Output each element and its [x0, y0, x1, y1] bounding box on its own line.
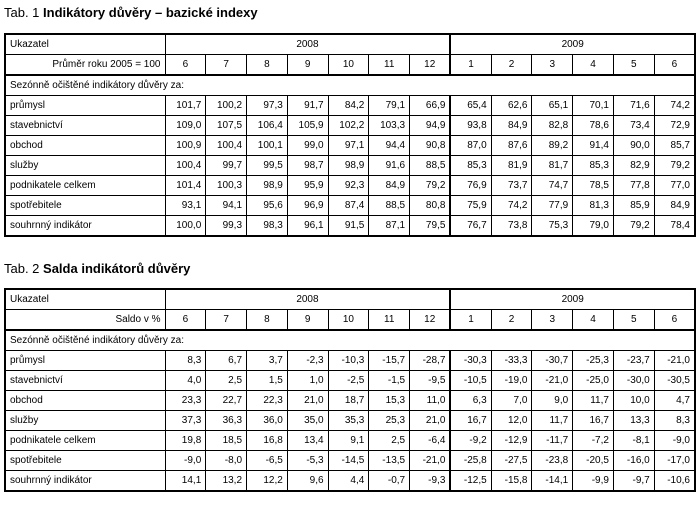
cell-value: -28,7 — [410, 351, 451, 371]
header-label: Ukazatel — [5, 289, 165, 310]
table-row — [5, 196, 695, 216]
cell-value: 74,7 — [532, 176, 573, 196]
cell-value: 87,4 — [328, 196, 369, 216]
cell-value: -10,6 — [654, 471, 695, 492]
cell-value: 100,4 — [165, 156, 206, 176]
row-label: stavebnictví — [5, 116, 165, 136]
cell-value: 90,8 — [410, 136, 451, 156]
table-row — [5, 471, 695, 492]
month-header: 7 — [206, 55, 247, 76]
month-header: 9 — [287, 310, 328, 331]
cell-value: 100,4 — [206, 136, 247, 156]
cell-value: 91,4 — [573, 136, 614, 156]
cell-value: 78,4 — [654, 216, 695, 237]
cell-value: 101,4 — [165, 176, 206, 196]
cell-value: 85,3 — [450, 156, 491, 176]
cell-value: 13,4 — [287, 431, 328, 451]
section-row — [5, 75, 695, 96]
cell-value: 4,0 — [165, 371, 206, 391]
cell-value: 4,4 — [328, 471, 369, 492]
cell-value: 84,9 — [491, 116, 532, 136]
month-row — [5, 55, 695, 76]
cell-value: 81,9 — [491, 156, 532, 176]
cell-value: 8,3 — [654, 411, 695, 431]
cell-value: 105,9 — [287, 116, 328, 136]
cell-value: 73,8 — [491, 216, 532, 237]
cell-value: 19,8 — [165, 431, 206, 451]
cell-value: 95,9 — [287, 176, 328, 196]
cell-value: 85,3 — [573, 156, 614, 176]
cell-value: 76,7 — [450, 216, 491, 237]
cell-value: 65,1 — [532, 96, 573, 116]
month-header: 3 — [532, 55, 573, 76]
cell-value: -2,3 — [287, 351, 328, 371]
cell-value: -6,4 — [410, 431, 451, 451]
cell-value: 100,3 — [206, 176, 247, 196]
cell-value: -21,0 — [410, 451, 451, 471]
cell-value: 100,1 — [247, 136, 288, 156]
month-header: 2 — [491, 310, 532, 331]
cell-value: 79,0 — [573, 216, 614, 237]
table-row — [5, 451, 695, 471]
month-header: 1 — [450, 310, 491, 331]
header-row — [5, 34, 695, 55]
month-header: 6 — [654, 55, 695, 76]
table-row — [5, 351, 695, 371]
cell-value: 91,7 — [287, 96, 328, 116]
cell-value: 9,6 — [287, 471, 328, 492]
row-label: služby — [5, 156, 165, 176]
row-label: souhrnný indikátor — [5, 216, 165, 237]
cell-value: 99,7 — [206, 156, 247, 176]
cell-value: 13,2 — [206, 471, 247, 492]
row-label: průmysl — [5, 351, 165, 371]
cell-value: 72,9 — [654, 116, 695, 136]
cell-value: -30,3 — [450, 351, 491, 371]
month-header: 6 — [165, 310, 206, 331]
cell-value: 99,3 — [206, 216, 247, 237]
cell-value: 25,3 — [369, 411, 410, 431]
table-row — [5, 116, 695, 136]
cell-value: 78,6 — [573, 116, 614, 136]
cell-value: 65,4 — [450, 96, 491, 116]
cell-value: 1,0 — [287, 371, 328, 391]
cell-value: 81,7 — [532, 156, 573, 176]
cell-value: -20,5 — [573, 451, 614, 471]
cell-value: 35,0 — [287, 411, 328, 431]
cell-value: 18,5 — [206, 431, 247, 451]
cell-value: -30,7 — [532, 351, 573, 371]
section-label: Sezónně očištěné indikátory důvěry za: — [5, 330, 695, 351]
cell-value: 97,3 — [247, 96, 288, 116]
cell-value: 97,1 — [328, 136, 369, 156]
cell-value: -9,2 — [450, 431, 491, 451]
cell-value: -15,7 — [369, 351, 410, 371]
cell-value: 23,3 — [165, 391, 206, 411]
cell-value: 82,8 — [532, 116, 573, 136]
cell-value: 98,9 — [328, 156, 369, 176]
cell-value: 107,5 — [206, 116, 247, 136]
month-header: 11 — [369, 55, 410, 76]
cell-value: 4,7 — [654, 391, 695, 411]
cell-value: 9,0 — [532, 391, 573, 411]
month-header: 2 — [491, 55, 532, 76]
cell-value: -17,0 — [654, 451, 695, 471]
cell-value: 96,9 — [287, 196, 328, 216]
cell-value: 10,0 — [613, 391, 654, 411]
cell-value: 3,7 — [247, 351, 288, 371]
month-header: 4 — [573, 55, 614, 76]
cell-value: 103,3 — [369, 116, 410, 136]
cell-value: -15,8 — [491, 471, 532, 492]
cell-value: 66,9 — [410, 96, 451, 116]
table2 — [4, 288, 696, 492]
cell-value: 11,0 — [410, 391, 451, 411]
cell-value: 78,5 — [573, 176, 614, 196]
cell-value: 79,5 — [410, 216, 451, 237]
cell-value: 82,9 — [613, 156, 654, 176]
sub-label: Průměr roku 2005 = 100 — [5, 55, 165, 76]
cell-value: -10,3 — [328, 351, 369, 371]
row-label: podnikatele celkem — [5, 431, 165, 451]
cell-value: -21,0 — [654, 351, 695, 371]
cell-value: -19,0 — [491, 371, 532, 391]
row-label: stavebnictví — [5, 371, 165, 391]
cell-value: 21,0 — [410, 411, 451, 431]
cell-value: 89,2 — [532, 136, 573, 156]
cell-value: 36,0 — [247, 411, 288, 431]
year-header: 2009 — [450, 34, 695, 55]
cell-value: 15,3 — [369, 391, 410, 411]
cell-value: 79,2 — [613, 216, 654, 237]
row-label: spotřebitele — [5, 451, 165, 471]
cell-value: 22,3 — [247, 391, 288, 411]
cell-value: 90,0 — [613, 136, 654, 156]
cell-value: 79,2 — [654, 156, 695, 176]
table-row — [5, 391, 695, 411]
year-header: 2008 — [165, 289, 450, 310]
cell-value: 99,5 — [247, 156, 288, 176]
month-header: 6 — [165, 55, 206, 76]
cell-value: 94,4 — [369, 136, 410, 156]
cell-value: 37,3 — [165, 411, 206, 431]
cell-value: 75,9 — [450, 196, 491, 216]
cell-value: 85,9 — [613, 196, 654, 216]
table1-title: Tab. 1 Indikátory důvěry – bazické indexy — [4, 5, 258, 20]
table-row — [5, 136, 695, 156]
cell-value: 7,0 — [491, 391, 532, 411]
cell-value: 16,7 — [573, 411, 614, 431]
cell-value: 87,6 — [491, 136, 532, 156]
month-header: 5 — [613, 55, 654, 76]
cell-value: -27,5 — [491, 451, 532, 471]
cell-value: 100,9 — [165, 136, 206, 156]
cell-value: 99,0 — [287, 136, 328, 156]
cell-value: 35,3 — [328, 411, 369, 431]
cell-value: 18,7 — [328, 391, 369, 411]
cell-value: -7,2 — [573, 431, 614, 451]
cell-value: 62,6 — [491, 96, 532, 116]
header-label: Ukazatel — [5, 34, 165, 55]
month-header: 8 — [247, 55, 288, 76]
cell-value: 16,8 — [247, 431, 288, 451]
cell-value: 81,3 — [573, 196, 614, 216]
cell-value: 91,5 — [328, 216, 369, 237]
cell-value: 1,5 — [247, 371, 288, 391]
cell-value: 80,8 — [410, 196, 451, 216]
section-label: Sezónně očištěné indikátory důvěry za: — [5, 75, 695, 96]
cell-value: 8,3 — [165, 351, 206, 371]
cell-value: -9,9 — [573, 471, 614, 492]
cell-value: -9,0 — [165, 451, 206, 471]
table-row — [5, 216, 695, 237]
cell-value: -25,8 — [450, 451, 491, 471]
cell-value: -10,5 — [450, 371, 491, 391]
cell-value: 84,2 — [328, 96, 369, 116]
cell-value: 73,7 — [491, 176, 532, 196]
cell-value: -25,0 — [573, 371, 614, 391]
month-header: 1 — [450, 55, 491, 76]
cell-value: 9,1 — [328, 431, 369, 451]
cell-value: -30,0 — [613, 371, 654, 391]
cell-value: -16,0 — [613, 451, 654, 471]
table-row — [5, 176, 695, 196]
year-header: 2008 — [165, 34, 450, 55]
cell-value: -8,1 — [613, 431, 654, 451]
cell-value: -23,8 — [532, 451, 573, 471]
cell-value: 109,0 — [165, 116, 206, 136]
cell-value: 95,6 — [247, 196, 288, 216]
cell-value: -9,5 — [410, 371, 451, 391]
month-header: 3 — [532, 310, 573, 331]
cell-value: -8,0 — [206, 451, 247, 471]
cell-value: -21,0 — [532, 371, 573, 391]
cell-value: 100,0 — [165, 216, 206, 237]
cell-value: 70,1 — [573, 96, 614, 116]
cell-value: 74,2 — [491, 196, 532, 216]
month-header: 8 — [247, 310, 288, 331]
cell-value: 84,9 — [654, 196, 695, 216]
cell-value: 71,6 — [613, 96, 654, 116]
cell-value: -1,5 — [369, 371, 410, 391]
cell-value: 92,3 — [328, 176, 369, 196]
cell-value: 96,1 — [287, 216, 328, 237]
table-row — [5, 431, 695, 451]
cell-value: 12,0 — [491, 411, 532, 431]
month-header: 4 — [573, 310, 614, 331]
month-header: 5 — [613, 310, 654, 331]
cell-value: -14,1 — [532, 471, 573, 492]
year-header: 2009 — [450, 289, 695, 310]
cell-value: 93,8 — [450, 116, 491, 136]
row-label: obchod — [5, 391, 165, 411]
section-row — [5, 330, 695, 351]
table-row — [5, 371, 695, 391]
cell-value: 79,2 — [410, 176, 451, 196]
row-label: služby — [5, 411, 165, 431]
cell-value: 77,9 — [532, 196, 573, 216]
cell-value: 87,1 — [369, 216, 410, 237]
month-header: 7 — [206, 310, 247, 331]
cell-value: 16,7 — [450, 411, 491, 431]
cell-value: 74,2 — [654, 96, 695, 116]
row-label: podnikatele celkem — [5, 176, 165, 196]
cell-value: -2,5 — [328, 371, 369, 391]
cell-value: 91,6 — [369, 156, 410, 176]
month-header: 12 — [410, 55, 451, 76]
cell-value: -13,5 — [369, 451, 410, 471]
cell-value: -9,7 — [613, 471, 654, 492]
cell-value: 106,4 — [247, 116, 288, 136]
cell-value: -12,9 — [491, 431, 532, 451]
header-row — [5, 289, 695, 310]
month-header: 11 — [369, 310, 410, 331]
cell-value: -33,3 — [491, 351, 532, 371]
cell-value: -0,7 — [369, 471, 410, 492]
cell-value: 100,2 — [206, 96, 247, 116]
cell-value: 77,8 — [613, 176, 654, 196]
cell-value: 94,1 — [206, 196, 247, 216]
cell-value: 98,7 — [287, 156, 328, 176]
cell-value: 84,9 — [369, 176, 410, 196]
cell-value: 98,3 — [247, 216, 288, 237]
cell-value: 11,7 — [532, 411, 573, 431]
row-label: průmysl — [5, 96, 165, 116]
table2-title: Tab. 2 Salda indikátorů důvěry — [4, 261, 191, 276]
cell-value: 11,7 — [573, 391, 614, 411]
cell-value: 101,7 — [165, 96, 206, 116]
cell-value: -9,0 — [654, 431, 695, 451]
cell-value: 87,0 — [450, 136, 491, 156]
cell-value: 22,7 — [206, 391, 247, 411]
table1 — [4, 33, 696, 237]
month-header: 12 — [410, 310, 451, 331]
sub-label: Saldo v % — [5, 310, 165, 331]
cell-value: 21,0 — [287, 391, 328, 411]
row-label: spotřebitele — [5, 196, 165, 216]
cell-value: 93,1 — [165, 196, 206, 216]
cell-value: 12,2 — [247, 471, 288, 492]
cell-value: -9,3 — [410, 471, 451, 492]
cell-value: -11,7 — [532, 431, 573, 451]
table-row — [5, 156, 695, 176]
cell-value: 13,3 — [613, 411, 654, 431]
cell-value: 6,3 — [450, 391, 491, 411]
cell-value: -30,5 — [654, 371, 695, 391]
row-label: souhrnný indikátor — [5, 471, 165, 492]
month-row — [5, 310, 695, 331]
cell-value: 36,3 — [206, 411, 247, 431]
cell-value: -5,3 — [287, 451, 328, 471]
cell-value: 102,2 — [328, 116, 369, 136]
cell-value: 88,5 — [410, 156, 451, 176]
cell-value: -23,7 — [613, 351, 654, 371]
cell-value: 77,0 — [654, 176, 695, 196]
cell-value: 98,9 — [247, 176, 288, 196]
cell-value: 85,7 — [654, 136, 695, 156]
cell-value: 94,9 — [410, 116, 451, 136]
cell-value: 79,1 — [369, 96, 410, 116]
cell-value: 6,7 — [206, 351, 247, 371]
cell-value: 75,3 — [532, 216, 573, 237]
cell-value: 88,5 — [369, 196, 410, 216]
table-row — [5, 411, 695, 431]
month-header: 6 — [654, 310, 695, 331]
cell-value: 73,4 — [613, 116, 654, 136]
row-label: obchod — [5, 136, 165, 156]
cell-value: 76,9 — [450, 176, 491, 196]
cell-value: -14,5 — [328, 451, 369, 471]
month-header: 10 — [328, 55, 369, 76]
cell-value: 2,5 — [206, 371, 247, 391]
month-header: 9 — [287, 55, 328, 76]
cell-value: 14,1 — [165, 471, 206, 492]
cell-value: -25,3 — [573, 351, 614, 371]
cell-value: -6,5 — [247, 451, 288, 471]
month-header: 10 — [328, 310, 369, 331]
cell-value: 2,5 — [369, 431, 410, 451]
cell-value: -12,5 — [450, 471, 491, 492]
table-row — [5, 96, 695, 116]
